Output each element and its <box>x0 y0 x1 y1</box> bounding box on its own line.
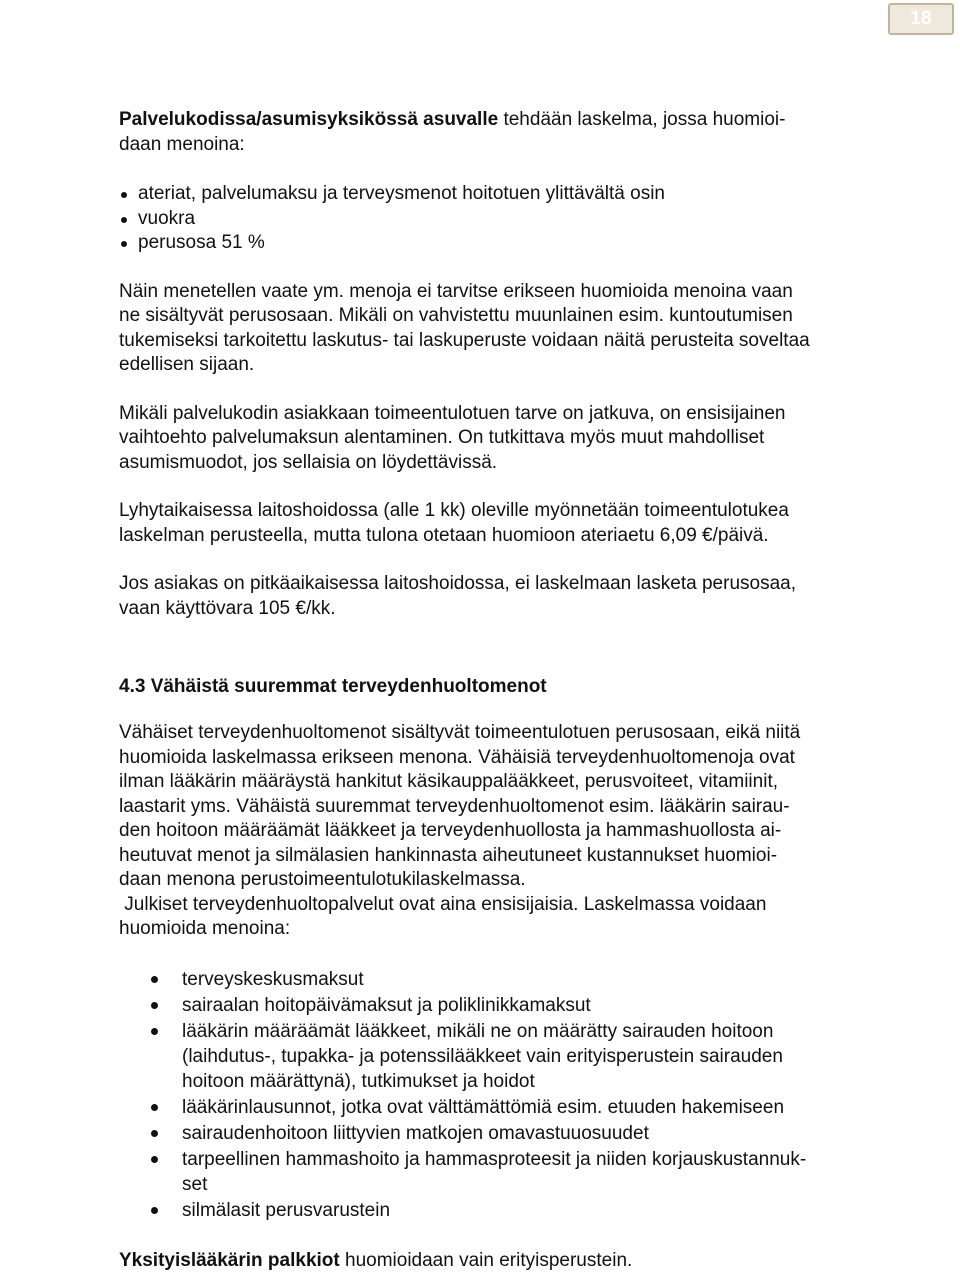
intro-bold-lead: Palvelukodissa/asumisyksikössä asuvalle <box>119 109 499 130</box>
text-line: lääkärin määräämät lääkkeet, mikäli ne on määrätty sairauden hoitoon <box>182 1020 774 1042</box>
closing-paragraph <box>119 1249 889 1274</box>
text-line: asumismuodot, jos sellaisia on löydettävissä. <box>119 451 498 473</box>
text-line: sairaudenhoitoon liittyvien matkojen omavastuuosuudet <box>182 1122 649 1144</box>
intro-lead-text-2: daan menoina: <box>119 133 245 155</box>
list-item <box>119 1121 889 1146</box>
text-line: vaan käyttövara 105 €/kk. <box>119 597 336 619</box>
text-line: vaihtoehto palvelumaksun alentaminen. On tutkittava myös muut mahdolliset <box>119 427 765 448</box>
text-line: tukemiseksi tarkoitettu laskutus- tai laskuperuste voidaan näitä perusteita soveltaa <box>119 329 810 351</box>
text-line: set <box>182 1173 208 1195</box>
text-line: silmälasit perusvarustein <box>182 1199 391 1221</box>
text-line: huomioida laskelmassa erikseen menona. Vähäisiä terveydenhuoltomenoja ovat <box>119 746 795 768</box>
text-line: (laihdutus-, tupakka- ja potenssilääkkeet vain erityisperustein sairauden <box>182 1045 783 1067</box>
intro-lead-paragraph <box>119 108 889 157</box>
paragraph-4 <box>119 572 889 621</box>
text-line: tarpeellinen hammashoito ja hammasproteesit ja niiden korjauskustannuk- <box>182 1148 807 1170</box>
text-line: terveyskeskusmaksut <box>182 968 364 990</box>
section-paragraph <box>119 721 889 942</box>
text-line: den hoitoon määräämät lääkkeet ja terveydenhuollosta ja hammashuollosta ai- <box>119 820 782 841</box>
text-line: Lyhytaikaisessa laitoshoidossa (alle 1 kk) oleville myönnetään toimeentulotukea <box>119 500 789 521</box>
paragraph-3 <box>119 499 889 548</box>
expense-bullet-list <box>119 967 889 1223</box>
text-line: lääkärinlausunnot, jotka ovat välttämättömiä esim. etuuden hakemiseen <box>182 1096 785 1118</box>
list-item: ateriat, palvelumaksu ja terveysmenot hoitotuen ylittävältä osin <box>119 182 889 207</box>
list-item <box>119 1019 889 1094</box>
text-line: laskelman perusteella, mutta tulona otetaan huomioon ateriaetu 6,09 €/päivä. <box>119 524 769 546</box>
text-line: huomioida menoina: <box>119 918 291 939</box>
text-line: daan menona perustoimeentulotukilaskelmassa. <box>119 869 526 890</box>
text-line: heutuvat menot ja silmälasien hankinnasta aiheutuneet kustannukset huomioi- <box>119 844 778 866</box>
text-line: ne sisältyvät perusosaan. Mikäli on vahvistettu muunlainen esim. kuntoutumisen <box>119 305 793 326</box>
text-line: Mikäli palvelukodin asiakkaan toimeentulotuen tarve on jatkuva, on ensisijainen <box>119 402 786 424</box>
list-item <box>119 993 889 1018</box>
list-item: perusosa 51 % <box>119 231 889 256</box>
list-item <box>119 967 889 992</box>
text-line: hoitoon määrättynä), tutkimukset ja hoidot <box>182 1070 535 1092</box>
intro-bullet-list <box>119 182 889 256</box>
text-line: edellisen sijaan. <box>119 354 255 375</box>
list-item <box>119 1147 889 1197</box>
intro-section <box>119 108 889 621</box>
text-line: Julkiset terveydenhuoltopalvelut ovat aina ensisijaisia. Laskelmassa voidaan <box>119 893 767 915</box>
closing-bold: Yksityislääkärin palkkiot <box>119 1249 340 1271</box>
list-item <box>119 1095 889 1120</box>
page-number-badge: 18 <box>888 3 954 35</box>
closing-text: huomioidaan vain erityisperustein. <box>339 1249 633 1271</box>
list-item <box>119 1198 889 1223</box>
text-line: laastarit yms. Vähäistä suuremmat terveydenhuoltomenot esim. lääkärin sairau- <box>119 795 790 817</box>
intro-lead-text-1: tehdään laskelma, jossa huomioi- <box>498 109 786 130</box>
text-line: ilman lääkärin määräystä hankitut käsikauppalääkkeet, perusvoiteet, vitamiinit, <box>119 771 778 792</box>
text-line: sairaalan hoitopäivämaksut ja poliklinikkamaksut <box>182 994 591 1016</box>
text-line: Jos asiakas on pitkäaikaisessa laitoshoidossa, ei laskelmaan lasketa perusosaa, <box>119 573 796 594</box>
health-costs-section <box>119 721 889 1273</box>
paragraph-1 <box>119 280 889 378</box>
text-line: Vähäiset terveydenhuoltomenot sisältyvät toimeentulotuen perusosaan, eikä niitä <box>119 722 801 743</box>
section-heading: 4.3 Vähäistä suuremmat terveydenhuoltomenot <box>119 676 547 697</box>
list-item: vuokra <box>119 207 889 232</box>
paragraph-2 <box>119 402 889 476</box>
text-line: Näin menetellen vaate ym. menoja ei tarvitse erikseen huomioida menoina vaan <box>119 280 793 302</box>
